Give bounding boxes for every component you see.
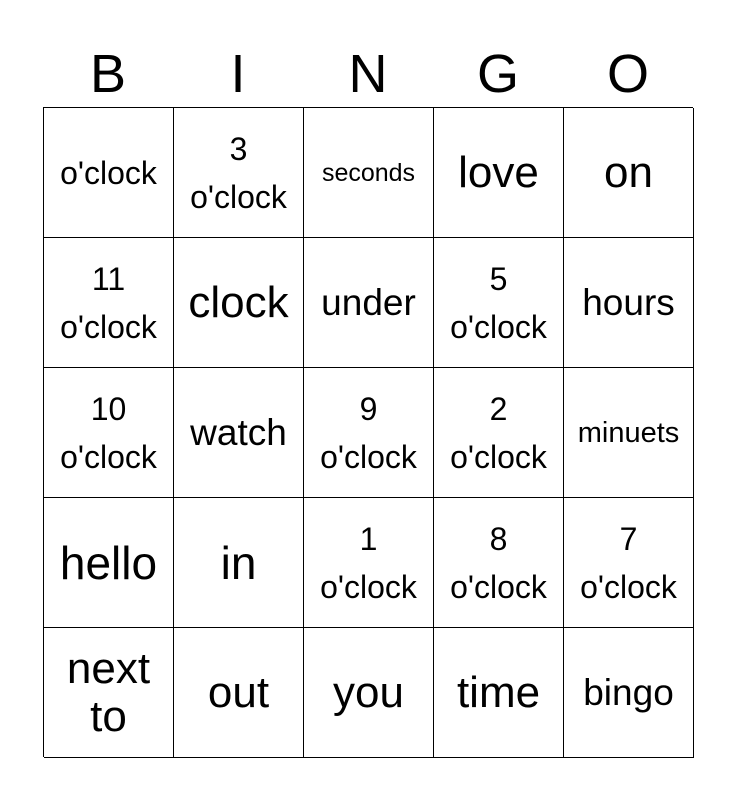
bingo-cell (434, 368, 564, 498)
bingo-cell (304, 238, 434, 368)
header-letter-g: G (476, 44, 519, 104)
header-letter-n: N (348, 44, 388, 104)
cell-text: under (321, 281, 416, 323)
cell-text: 2 o'clock (450, 390, 547, 475)
cell-text: 10 o'clock (60, 390, 157, 475)
bingo-cell (174, 498, 304, 628)
cell-text: 1 o'clock (320, 520, 417, 605)
bingo-cell (174, 238, 304, 368)
bingo-cell (304, 108, 434, 238)
header-letter-o: O (606, 44, 649, 104)
cell-text: 3 o'clock (190, 130, 287, 215)
bingo-cell (564, 628, 694, 758)
bingo-cell (174, 368, 304, 498)
bingo-cell (44, 108, 174, 238)
cell-text: hello (59, 536, 158, 589)
cell-text: in (220, 536, 257, 589)
bingo-grid (43, 107, 693, 757)
cell-text: out (207, 667, 270, 717)
bingo-cell (434, 108, 564, 238)
header-letter-b: B (89, 44, 127, 104)
bingo-cell (564, 238, 694, 368)
cell-text: 11 o'clock (60, 260, 157, 345)
bingo-cell (44, 368, 174, 498)
cell-text: minuets (577, 416, 680, 449)
bingo-header (43, 40, 693, 108)
bingo-cell (564, 498, 694, 628)
bingo-cell (174, 628, 304, 758)
bingo-cell (304, 368, 434, 498)
bingo-cell (434, 238, 564, 368)
cell-text: you (333, 667, 404, 717)
cell-text: 5 o'clock (450, 260, 547, 345)
bingo-cell (174, 108, 304, 238)
bingo-cell (434, 628, 564, 758)
cell-text: bingo (583, 671, 674, 713)
header-letter-i: I (230, 44, 246, 104)
cell-text: on (604, 147, 653, 197)
bingo-cell (434, 498, 564, 628)
cell-text: love (458, 147, 539, 197)
bingo-cell (44, 498, 174, 628)
cell-text: o'clock (60, 154, 157, 191)
cell-text: time (456, 667, 541, 717)
bingo-cell (304, 498, 434, 628)
cell-text: hours (582, 281, 675, 323)
cell-text: 7 o'clock (580, 520, 677, 605)
cell-text: clock (188, 277, 289, 327)
cell-text: 9 o'clock (320, 390, 417, 475)
bingo-cell (564, 368, 694, 498)
cell-text: watch (190, 411, 287, 453)
bingo-cell (564, 108, 694, 238)
cell-text: 8 o'clock (450, 520, 547, 605)
bingo-cell (304, 628, 434, 758)
bingo-cell (44, 628, 174, 758)
cell-text: next to (66, 643, 151, 741)
bingo-cell (44, 238, 174, 368)
cell-text: seconds (321, 158, 416, 187)
